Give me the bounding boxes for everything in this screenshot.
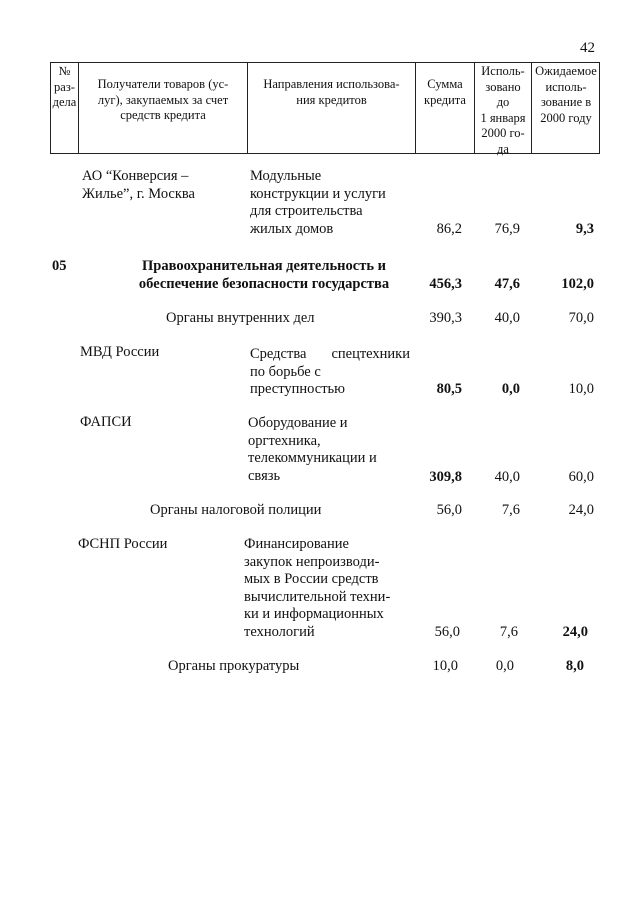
header-recipients — [79, 77, 247, 124]
header-line: Исполь- — [481, 64, 525, 78]
recipient-cell: ФАПСИ — [80, 414, 132, 430]
sum-cell: 390,3 — [429, 310, 462, 326]
direction-cell — [250, 346, 410, 399]
recipient-cell — [82, 168, 242, 203]
subtotal-title: Органы прокуратуры — [168, 658, 300, 674]
expected-cell: 70,0 — [568, 310, 594, 326]
used-cell: 7,6 — [499, 624, 518, 640]
header-line: исполь- — [545, 79, 587, 94]
direction-line: по борьбе с — [250, 363, 321, 380]
recipient-cell: МВД России — [80, 344, 160, 360]
direction-line: Финансирование — [244, 536, 349, 552]
header-line: зование в — [540, 95, 592, 109]
sum-cell: 56,0 — [434, 624, 460, 640]
direction-line: Модульные — [250, 168, 322, 184]
expected-cell: 8,0 — [565, 658, 584, 674]
header-line: 2000 году — [540, 110, 592, 125]
direction-cell — [244, 536, 409, 641]
used-cell: 7,6 — [501, 502, 520, 518]
header-line: 1 января — [480, 110, 526, 125]
sum-cell: 456,3 — [429, 276, 462, 292]
direction-line: Средства спецтехники — [250, 346, 410, 362]
header-expected — [532, 64, 600, 126]
header-line: Получатели товаров (ус- — [97, 77, 229, 91]
header-directions — [248, 77, 415, 108]
header-used — [475, 64, 531, 157]
header-line: № — [58, 64, 71, 78]
direction-cell — [248, 415, 408, 485]
header-line: кредита — [424, 92, 466, 107]
direction-line: технологий — [244, 623, 315, 640]
direction-line: оргтехника, — [248, 432, 321, 449]
section-title — [114, 258, 414, 293]
section-title-line: обеспечение безопасности государства — [138, 275, 390, 292]
direction-line: Оборудование и — [248, 415, 348, 431]
expected-cell: 24,0 — [568, 502, 594, 518]
expected-cell: 10,0 — [568, 381, 594, 397]
subtotal-title: Органы налоговой полиции — [150, 502, 322, 518]
sum-cell: 86,2 — [436, 221, 462, 237]
used-cell: 40,0 — [494, 310, 520, 326]
subtotal-title: Органы внутренних дел — [166, 310, 315, 326]
direction-line: для строительства — [250, 203, 363, 219]
expected-cell: 102,0 — [561, 276, 594, 292]
direction-line: вычислительной техни- — [244, 588, 391, 605]
direction-line: телекоммуникации и — [248, 450, 377, 466]
recipient-line: Жилье”, г. Москва — [82, 185, 195, 202]
header-line: ния кредитов — [296, 92, 367, 107]
page-number: 42 — [580, 40, 595, 56]
direction-line: конструкции и услуги — [250, 185, 386, 202]
direction-line: преступностью — [250, 381, 345, 397]
header-line: средств кредита — [120, 108, 206, 122]
header-line: Ожидаемое — [535, 64, 597, 78]
used-cell: 0,0 — [501, 381, 520, 397]
sum-cell: 10,0 — [432, 658, 458, 674]
direction-line: жилых домов — [250, 220, 334, 237]
direction-cell — [250, 168, 410, 238]
header-line: до — [496, 95, 510, 109]
expected-cell: 24,0 — [562, 624, 588, 640]
section-number: 05 — [52, 258, 67, 274]
header-line: зовано — [485, 79, 521, 94]
header-line: Направления использова- — [263, 77, 400, 91]
direction-line: мых в России средств — [244, 571, 379, 587]
expected-cell: 60,0 — [568, 469, 594, 485]
direction-line: связь — [248, 467, 281, 484]
header-sum — [416, 77, 474, 108]
section-title-line: Правоохранительная деятельность и — [142, 258, 386, 274]
expected-cell: 9,3 — [575, 221, 594, 237]
used-cell: 0,0 — [495, 658, 514, 674]
header-line: 2000 го- — [481, 126, 525, 140]
direction-line: ки и информационных — [244, 606, 384, 622]
recipient-line: АО “Конверсия – — [82, 168, 189, 184]
used-cell: 76,9 — [494, 221, 520, 237]
recipient-cell: ФСНП России — [78, 536, 168, 552]
table-header — [50, 62, 600, 154]
header-section-number — [51, 64, 78, 111]
used-cell: 47,6 — [494, 276, 520, 292]
sum-cell: 56,0 — [436, 502, 462, 518]
header-line: луг), закупаемых за счет — [97, 92, 229, 107]
sum-cell: 80,5 — [436, 381, 462, 397]
direction-line: закупок непроизводи- — [244, 553, 380, 570]
header-line: дела — [52, 95, 77, 109]
sum-cell: 309,8 — [429, 469, 462, 485]
header-line: Сумма — [427, 77, 463, 91]
header-line: да — [497, 141, 509, 156]
header-line: раз- — [54, 79, 75, 94]
used-cell: 40,0 — [494, 469, 520, 485]
